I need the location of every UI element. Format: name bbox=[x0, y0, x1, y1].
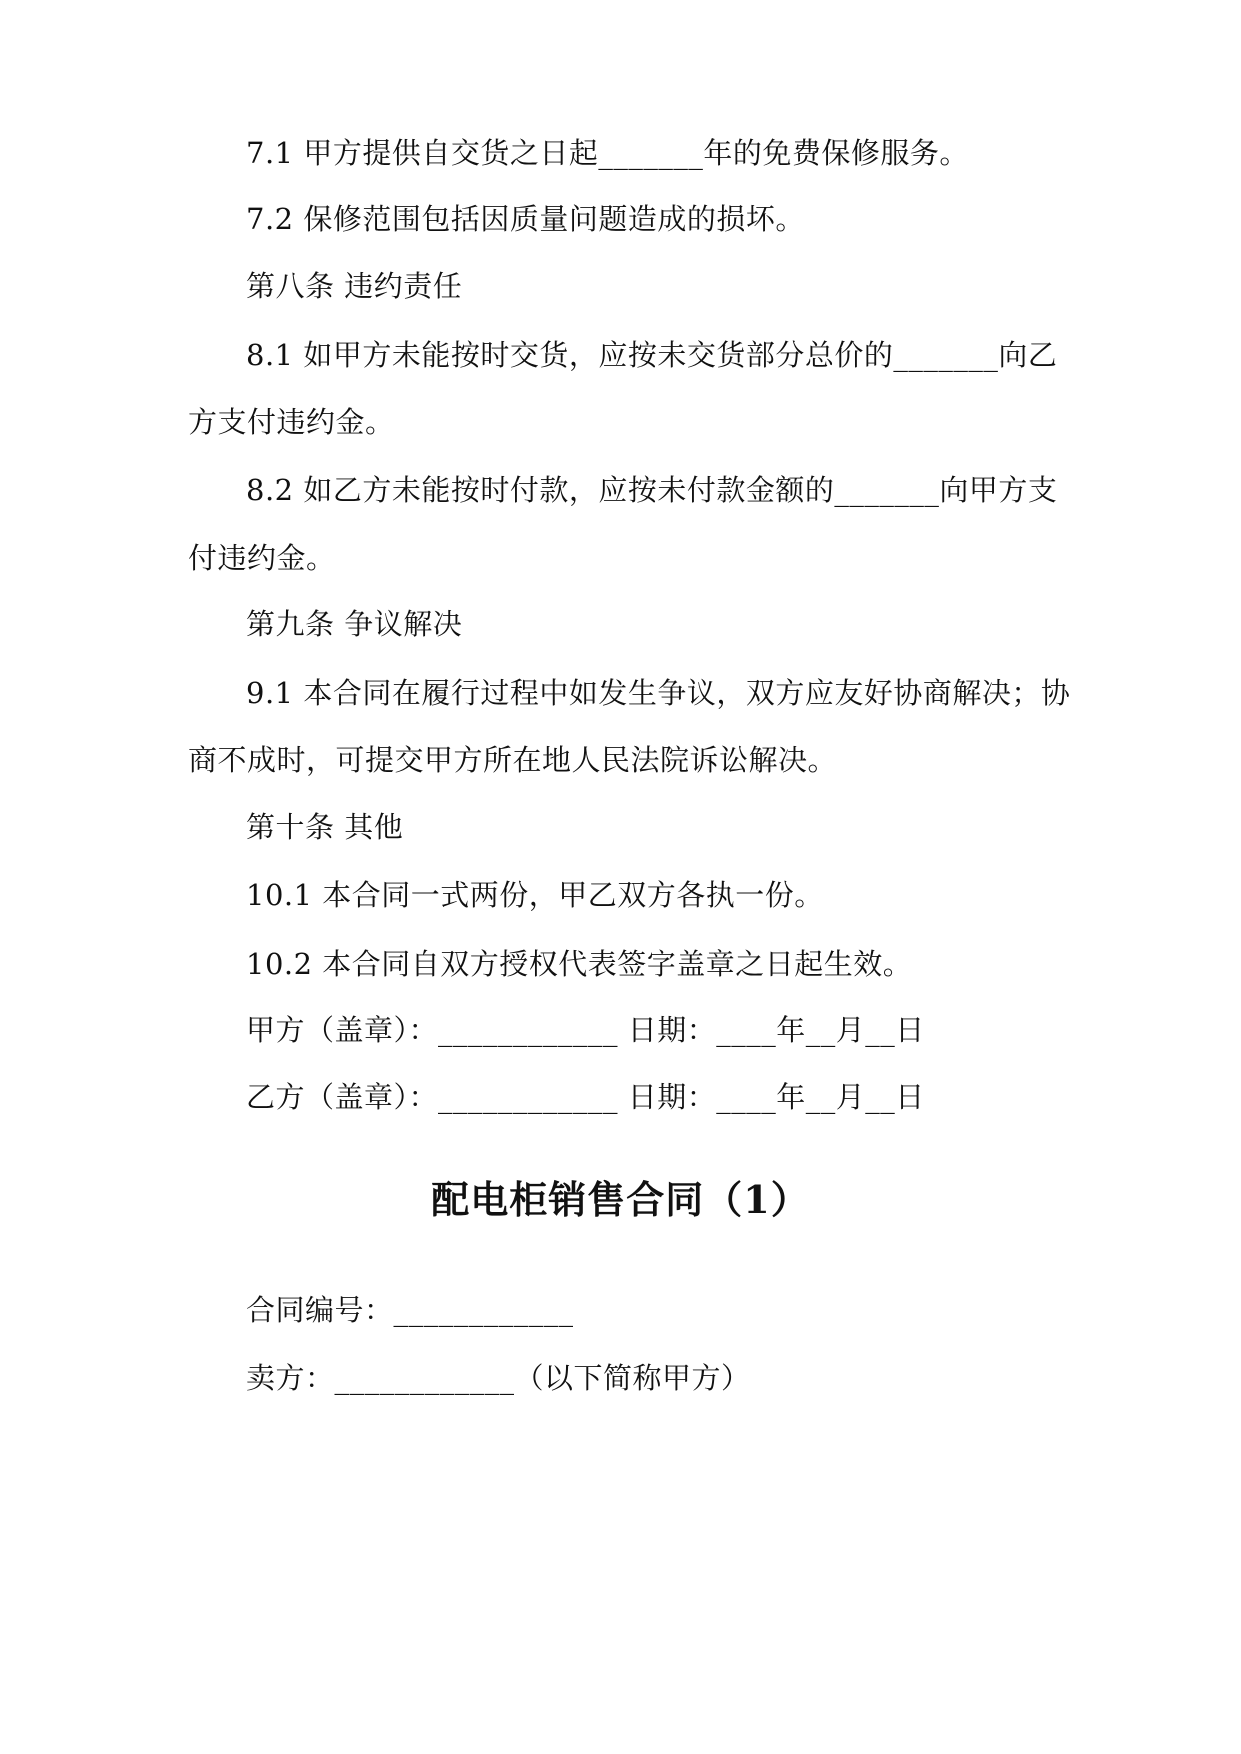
article-8-heading: 第八条 违约责任 bbox=[246, 269, 463, 303]
clause-10-2: 10.2 本合同自双方授权代表签字盖章之日起生效。 bbox=[246, 947, 913, 981]
clause-7-2: 7.2 保修范围包括因质量问题造成的损坏。 bbox=[246, 202, 805, 236]
clause-9-1: 9.1 本合同在履行过程中如发生争议，双方应友好协商解决；协 bbox=[246, 676, 1071, 710]
document-title: 配电柜销售合同（1） bbox=[431, 1177, 810, 1222]
clause-8-1-continued: 方支付违约金。 bbox=[188, 405, 395, 439]
party-b-signature-line: 乙方（盖章）：____________ 日期：____年__月__日 bbox=[246, 1080, 925, 1114]
clause-8-1: 8.1 如甲方未能按时交货，应按未交货部分总价的_______向乙 bbox=[246, 338, 1058, 372]
seller-field: 卖方：____________（以下简称甲方） bbox=[246, 1361, 751, 1395]
party-a-signature-line: 甲方（盖章）：____________ 日期：____年__月__日 bbox=[246, 1013, 925, 1047]
article-10-heading: 第十条 其他 bbox=[246, 810, 404, 844]
clause-8-2-continued: 付违约金。 bbox=[188, 541, 336, 575]
article-9-heading: 第九条 争议解决 bbox=[246, 607, 463, 641]
clause-10-1: 10.1 本合同一式两份，甲乙双方各执一份。 bbox=[246, 878, 824, 912]
clause-8-2: 8.2 如乙方未能按时付款，应按未付款金额的_______向甲方支 bbox=[246, 473, 1058, 507]
clause-7-1: 7.1 甲方提供自交货之日起_______年的免费保修服务。 bbox=[246, 136, 969, 170]
clause-9-1-continued: 商不成时，可提交甲方所在地人民法院诉讼解决。 bbox=[188, 743, 838, 777]
contract-number-field: 合同编号：____________ bbox=[246, 1293, 574, 1327]
